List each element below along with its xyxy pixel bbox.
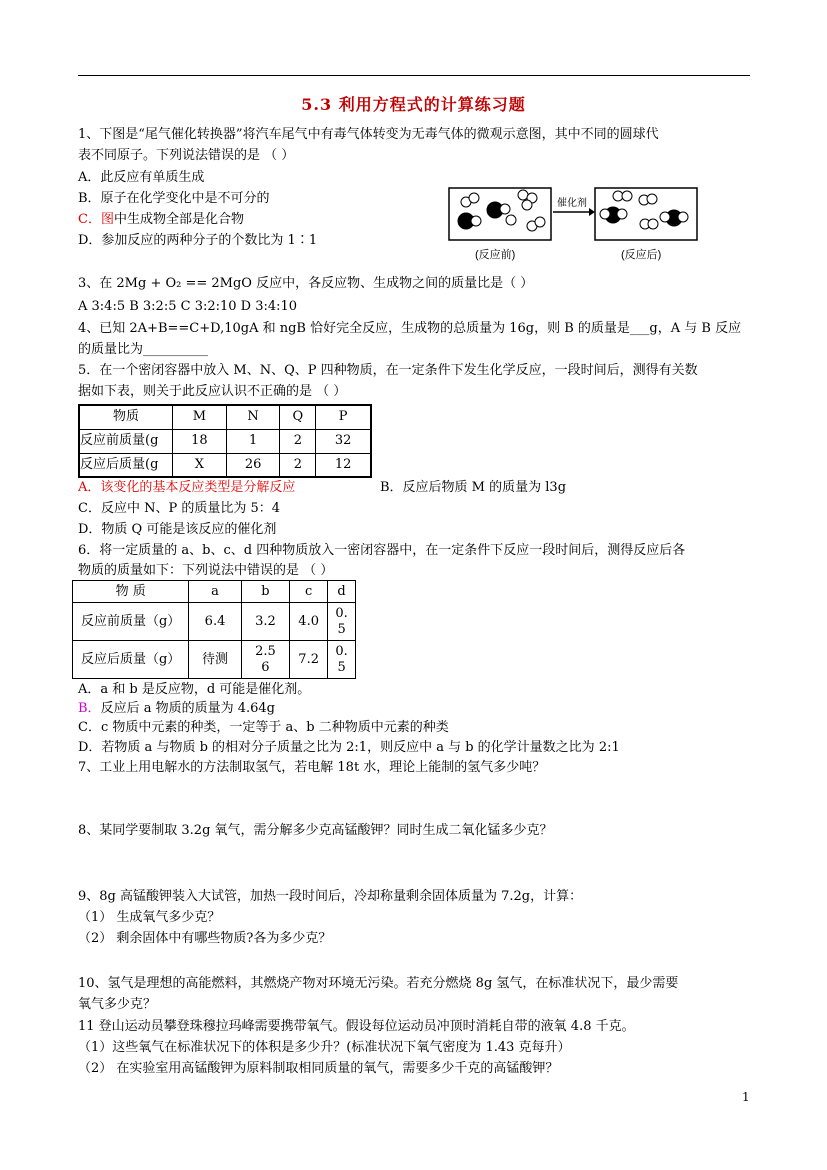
table-cell: 1 (226, 429, 280, 453)
q6-line1: 6．将一定质量的 a、b、c、d 四种物质放入一密闭容器中，在一定条件下反应一段时间后，测得反应后各 (78, 543, 686, 558)
q1-option-c-mark: C．图 (78, 212, 114, 227)
header-rule (78, 75, 750, 76)
q1-line1: 1、下图是“尾气催化转换器”将汽车尾气中有毒气体转变为无毒气体的微观示意图，其中不同的圆球代 (78, 127, 659, 142)
table-cell: X (173, 453, 227, 477)
table-cell: 12 (316, 453, 371, 477)
table-cell: 4.0 (290, 603, 328, 641)
q11-sub2: （2） 在实验室用高锰酸钾为原料制取相同质量的氧气，需要多少千克的高锰酸钾？ (78, 1061, 559, 1076)
q1-line2: 表不同原子。下列说法错误的是 （ ） (78, 148, 295, 163)
table-cell: 18 (173, 429, 227, 453)
reaction-diagram (447, 186, 745, 264)
q4-line2: 的质量比为__________ (78, 342, 209, 357)
q6-option-b-mark: B． (78, 701, 101, 716)
q1-option-b: B．原子在化学变化中是不可分的 (78, 191, 270, 206)
q5-line1: 5．在一个密闭容器中放入 M、N、Q、P 四种物质，在一定条件下发生化学反应，一段时间后，测得有关数 (78, 363, 698, 378)
q5-option-c: C．反应中 N、P 的质量比为 5：4 (78, 501, 281, 516)
table-row (73, 641, 356, 679)
q6-table (72, 580, 356, 679)
q1-option-c (78, 212, 244, 228)
table-cell: 6.4 (189, 603, 241, 641)
q5-option-d: D．物质 Q 可能是该反应的催化剂 (78, 522, 277, 537)
reaction-arrow-head (589, 208, 595, 216)
table-cell: 2 (280, 429, 316, 453)
q11-line1: 11 登山运动员攀登珠穆拉玛峰需要携带氧气。假设每位运动员冲顶时消耗自带的液氧 4.8 千克。 (78, 1019, 635, 1034)
table-cell: b (241, 581, 289, 603)
q3-line1: 3、在 2Mg + O₂ == 2MgO 反应中，各反应物、生成物之间的质量比是（ ） (78, 276, 534, 291)
q10-line2: 氧气多少克？ (78, 997, 157, 1012)
catalyst-label: 催化剂 (557, 198, 587, 209)
page-number: 1 (742, 1090, 750, 1104)
table-cell: 7.2 (290, 641, 328, 679)
table-cell: 32 (316, 429, 371, 453)
table-row (79, 405, 371, 429)
q9-sub1: （1） 生成氧气多少克？ (78, 910, 221, 925)
q5-option-b: B．反应后物质 M 的质量为 l3g (380, 480, 567, 495)
table-cell: d (328, 581, 356, 603)
q9-sub2: （2） 剩余固体中有哪些物质?各为多少克？ (78, 931, 332, 946)
table-cell: M (173, 405, 227, 429)
q6-option-b-text: 反应后 a 物质的质量为 4.64g (100, 701, 275, 716)
q6-option-d: D．若物质 a 与物质 b 的相对分子质量之比为 2:1，则反应中 a 与 b 的化学计量数之比为 2:1 (78, 740, 620, 755)
q1-option-c-text: 中生成物全部是化合物 (113, 212, 244, 227)
q1-option-d: D．参加反应的两种分子的个数比为 1∶1 (78, 233, 318, 248)
table-cell: 3.2 (241, 603, 289, 641)
table-cell: 26 (226, 453, 280, 477)
table-cell: 0.5 (328, 603, 356, 641)
reaction-diagram-svg (447, 186, 745, 264)
q8-text: 8、某同学要制取 3.2g 氧气，需分解多少克高锰酸钾？同时生成二氧化锰多少克？ (78, 823, 553, 838)
table-cell: c (290, 581, 328, 603)
table-cell: 待测 (189, 641, 241, 679)
q7-text: 7、工业上用电解水的方法制取氢气，若电解 18t 水，理论上能制的氢气多少吨？ (78, 760, 546, 775)
page-title: 5.3 利用方程式的计算练习题 (301, 95, 526, 114)
q11-sub1: （1）这些氧气在标准状况下的体积是多少升？(标准状况下氧气密度为 1.43 克每升） (78, 1040, 571, 1055)
q1-option-a: A．此反应有单质生成 (78, 170, 205, 185)
q5-line2: 据如下表，则关于此反应认识不正确的是 （ ） (78, 384, 347, 399)
table-cell: Q (280, 405, 316, 429)
table-cell: 反应前质量(g (79, 429, 173, 453)
table-cell: 2 (280, 453, 316, 477)
table-cell: 0.5 (328, 641, 356, 679)
table-row (73, 603, 356, 641)
table-cell: N (226, 405, 280, 429)
table-cell: 反应后质量（g） (73, 641, 189, 679)
table-row (79, 429, 371, 453)
q5-option-a: A．该变化的基本反应类型是分解反应 (78, 480, 296, 495)
table-cell: a (189, 581, 241, 603)
q6-option-a: A．a 和 b 是反应物，d 可能是催化剂。 (78, 682, 311, 697)
table-row (73, 581, 356, 603)
before-label: (反应前) (475, 249, 516, 261)
q3-options: A 3:4:5 B 3:2:5 C 3:2:10 D 3:4:10 (78, 299, 298, 314)
table-cell: 2.56 (241, 641, 289, 679)
q6-line2: 物质的质量如下：下列说法中错误的是 （ ） (78, 563, 334, 578)
table-cell: 物 质 (73, 581, 189, 603)
table-row (79, 453, 371, 477)
q6-option-b (78, 701, 275, 717)
q5-table (78, 404, 372, 478)
q10-line1: 10、氢气是理想的高能燃料，其燃烧产物对环境无污染。若充分燃烧 8g 氢气，在标准状况下，最少需要 (78, 976, 679, 991)
q9-line1: 9、8g 高锰酸钾装入大试管，加热一段时间后，冷却称量剩余固体质量为 7.2g，计算： (78, 889, 583, 904)
q6-option-c: C．c 物质中元素的种类，一定等于 a、b 二种物质中元素的种类 (78, 720, 449, 735)
table-cell: 物质 (79, 405, 173, 429)
table-cell: 反应后质量(g (79, 453, 173, 477)
after-label: (反应后) (621, 249, 662, 261)
q4-line1: 4、已知 2A+B==C+D,10gA 和 ngB 恰好完全反应，生成物的总质量为 16g，则 B 的质量是___g，A 与 B 反应 (78, 321, 742, 336)
table-cell: 反应前质量（g） (73, 603, 189, 641)
table-cell: P (316, 405, 371, 429)
